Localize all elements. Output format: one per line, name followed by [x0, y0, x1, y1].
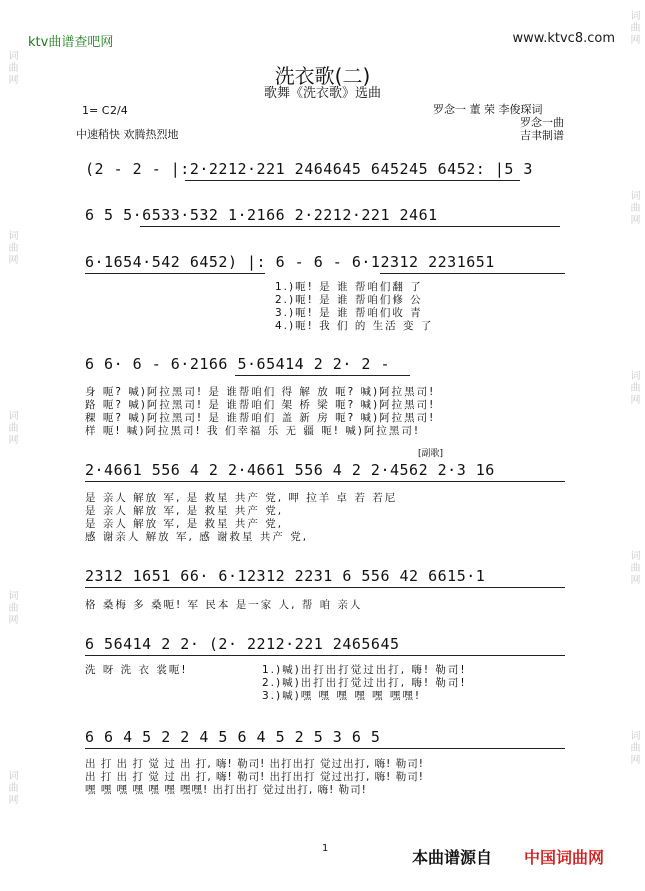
- staff-line-6: 2312 1651 66· 6·12312 2231 6 556 42 6615·1: [85, 567, 486, 585]
- lyric-line-5a: 是 亲人 解放 军, 是 救星 共产 党, 呷 拉羊 卓 若 若尼: [85, 492, 398, 504]
- verse-lyric-3: 3.)呃! 是 谁 帮咱们收 青: [275, 307, 423, 319]
- lyric-line-8b: 出 打 出 打 觉 过 出 打, 嗨! 勒司! 出打出打 觉过出打, 嗨! 勒司!: [85, 771, 424, 783]
- watermark-left-3: 词曲网: [6, 410, 17, 446]
- lyric-line-5b: 是 亲人 解放 军, 是 救星 共产 党,: [85, 505, 284, 517]
- lyric-line-4c: 稞 呃? 喊)阿拉黑司! 是 谁帮咱们 盖 新 房 呃? 喊)阿拉黑司!: [85, 412, 436, 424]
- composer-credit: 罗念一曲: [520, 116, 564, 129]
- watermark-left-1: 词曲网: [6, 50, 17, 86]
- verse-lyric-4: 4.)呃! 我 们 的 生活 变 了: [275, 320, 434, 332]
- staff-line-4: 6 6· 6 - 6·2166 5·65414 2 2· 2 -: [85, 355, 390, 373]
- lyric-line-4b: 路 呃? 喊)阿拉黑司! 是 谁帮咱们 架 桥 梁 呃? 喊)阿拉黑司!: [85, 399, 436, 411]
- staff-line-2: 6 5 5·6533·532 1·2166 2·2212·221 2461: [85, 206, 438, 224]
- verse-lyric-1: 1.)呃! 是 谁 帮咱们翻 了: [275, 281, 423, 293]
- lyric-line-5c: 是 亲人 解放 军, 是 救星 共产 党,: [85, 518, 284, 530]
- site-name-left: ktv曲谱查吧网: [28, 35, 114, 50]
- song-title: 洗衣歌(二): [274, 64, 371, 88]
- watermark-right-4: 词曲网: [628, 550, 639, 586]
- footer-source-label: 本曲谱源自: [412, 848, 493, 867]
- lyric-line-8c: 嘿 嘿 嘿 嘿 嘿 嘿 嘿嘿! 出打出打 觉过出打, 嗨! 勒司!: [85, 784, 367, 796]
- page-number: 1: [322, 843, 329, 854]
- tempo-marking: 中速稍快 欢腾热烈地: [76, 128, 179, 141]
- staff-line-7: 6 56414 2 2· (2· 2212·221 2465645: [85, 635, 400, 653]
- key-signature: 1= C: [82, 104, 110, 117]
- staff-line-5: 2·4661 556 4 2 2·4661 556 4 2 2·4562 2·3 16: [85, 461, 495, 479]
- site-url-right: www.ktvc8.com: [512, 31, 615, 46]
- lyric-line-4a: 身 呃? 喊)阿拉黑司! 是 谁帮咱们 得 解 放 呃? 喊)阿拉黑司!: [85, 386, 436, 398]
- staff-line-1: (2 - 2 - |:2·2212·221 2464645 645245 6452: |5 3: [85, 160, 533, 178]
- staff-line-8: 6 6 4 5 2 2 4 5 6 4 5 2 5 3 6 5: [85, 728, 381, 746]
- lyric-line-5d: 感 谢亲人 解放 军, 感 谢救星 共产 党,: [85, 531, 309, 543]
- lyricist-credit: 罗念一 董 荣 李俊琛词: [433, 103, 543, 116]
- staff-line-3: 6·1654·542 6452) |: 6 - 6 - 6·12312 2231651: [85, 253, 495, 271]
- song-subtitle: 歌舞《洗衣歌》选曲: [263, 86, 381, 101]
- lyric-line-4d: 样 呃! 喊)阿拉黑司! 我 们幸福 乐 无 疆 呃! 喊)阿拉黑司!: [85, 425, 421, 437]
- notator-credit: 吉聿制谱: [520, 129, 564, 142]
- time-signature: 2/4: [110, 104, 128, 117]
- watermark-right-1: 词曲网: [628, 10, 639, 46]
- lyric-line-6: 格 桑梅 多 桑呃! 军 民本 是一家 人, 帮 咱 亲人: [85, 599, 363, 611]
- lyric-line-7d: 3.)喊)嘿 嘿 嘿 嘿 嘿 嘿嘿!: [262, 690, 422, 702]
- watermark-right-5: 词曲网: [628, 730, 639, 766]
- lyric-line-8a: 出 打 出 打 觉 过 出 打, 嗨! 勒司! 出打出打 觉过出打, 嗨! 勒司!: [85, 758, 424, 770]
- footer-site-name: 中国词曲网: [524, 848, 605, 867]
- verse-lyric-2: 2.)呃! 是 谁 帮咱们修 公: [275, 294, 423, 306]
- watermark-right-3: 词曲网: [628, 370, 639, 406]
- watermark-left-5: 词曲网: [6, 770, 17, 806]
- lyric-line-7b: 1.)喊)出打出打觉过出打, 嗨! 勒司!: [262, 664, 467, 676]
- watermark-right-2: 词曲网: [628, 190, 639, 226]
- lyric-line-7a: 洗 呀 洗 衣 裳呃!: [85, 664, 188, 676]
- watermark-left-4: 词曲网: [6, 590, 17, 626]
- watermark-left-2: 词曲网: [6, 230, 17, 266]
- lyric-line-7c: 2.)喊)出打出打觉过出打, 嗨! 勒司!: [262, 677, 467, 689]
- section-label: [副歌]: [418, 449, 444, 459]
